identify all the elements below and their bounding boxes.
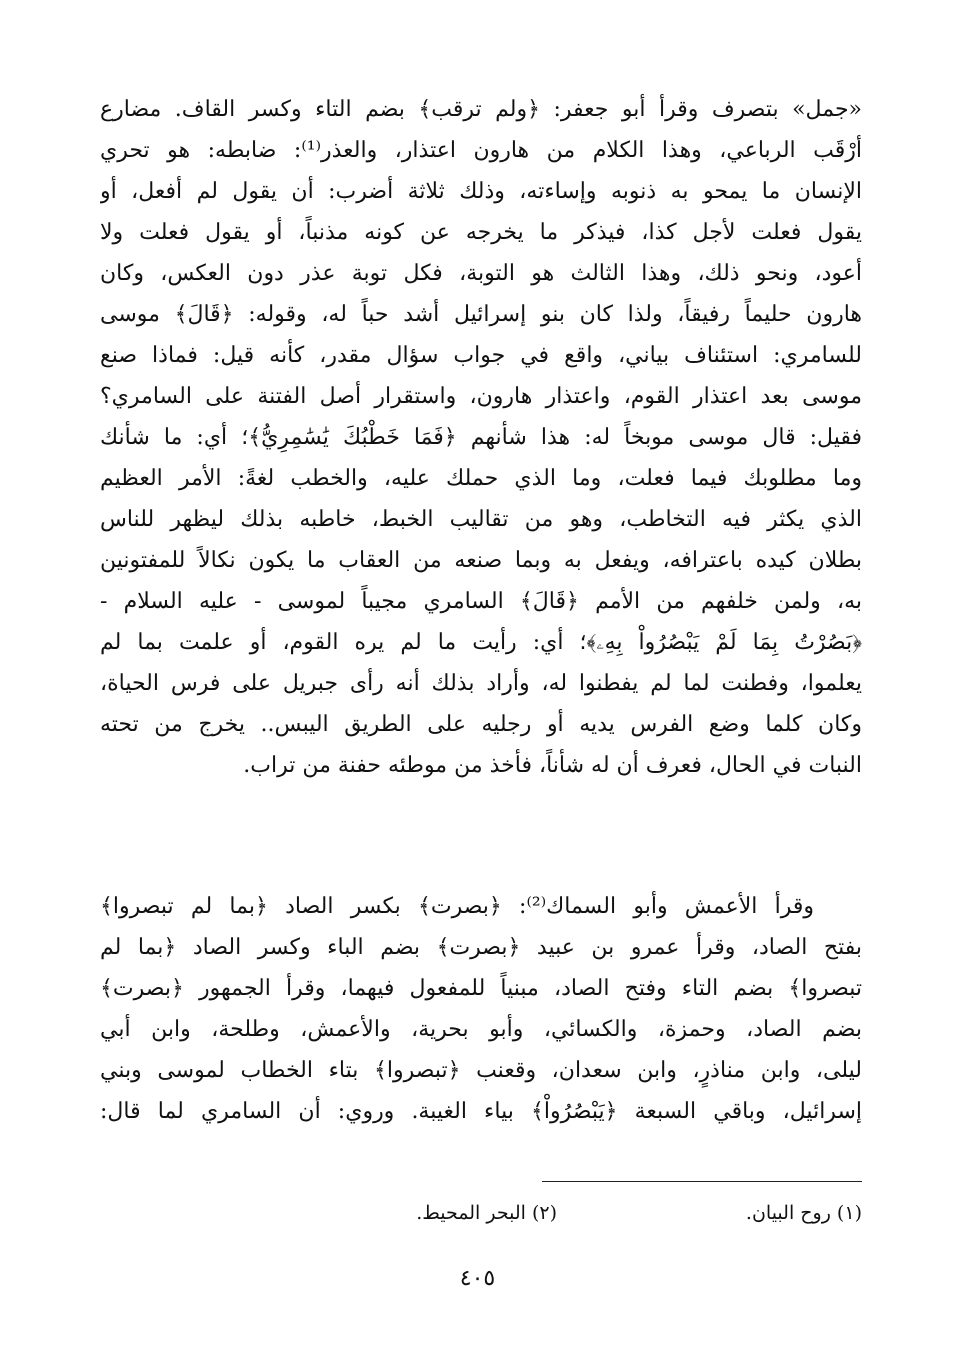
text-line: الإنسان ما يمحو به ذنوبه وإساءته، وذلك ثلاثة أضرب: أن يقول لم أفعل، أو [100,179,862,204]
text-line: فقيل: قال موسى موبخاً له: هذا شأنهم ﴿فَمَا خَطْبُكَ يَٰسَٰمِرِيُّ﴾؛ أي: ما شأنك [100,425,862,450]
text-line: وما مطلوبك فيما فعلت، وما الذي حملك عليه، والخطب لغةً: الأمر العظيم [100,466,862,491]
text-line: أعود، ونحو ذلك، وهذا الثالث هو التوبة، فكل توبة عذر دون العكس، وكان [100,261,862,286]
text-line: يقول فعلت لأجل كذا، فيذكر ما يخرجه عن كونه مذنباً، أو يقول فعلت ولا [100,220,862,245]
main-paragraph-1 [100,89,862,786]
text-line: بضم الصاد، وحمزة، والكسائي، وأبو بحرية، والأعمش، وطلحة، وابن أبي [100,1017,862,1042]
page-number: ٤٠٥ [459,1266,496,1291]
footnote-2: (٢) البحر المحيط. [416,1202,557,1224]
footnote-1: (١) روح البيان. [745,1202,862,1224]
text-line: وكان كلما وضع الفرس يديه أو رجليه على الطريق اليبس.. يخرج من تحته [100,712,862,737]
text-line: للسامري: استئناف بياني، واقع في جواب سؤال مقدر، كأنه قيل: فماذا صنع [100,343,862,368]
text-line: موسى بعد اعتذار القوم، واعتذار هارون، واستقرار أصل الفتنة على السامري؟ [100,384,862,409]
text-line: وقرأ الأعمش وأبو السماك⁽²⁾: ﴿بصرت﴾ بكسر الصاد ﴿بما لم تبصروا﴾ [100,894,814,919]
footnotes [100,1195,862,1231]
text-line: «جمل» بتصرف وقرأ أبو جعفر: ﴿ولم ترقب﴾ بضم التاء وكسر القاف. مضارع [100,97,862,122]
text-line: به، ولمن خلفهم من الأمم ﴿قَالَ﴾ السامري مجيباً لموسى - عليه السلام - [100,589,862,614]
text-line: أرْقَب الرباعي، وهذا الكلام من هارون اعتذار، والعذر⁽¹⁾: ضابطه: هو تحري [100,138,862,163]
text-line: يعلموا، وفطنت لما لم يفطنوا له، وأراد بذلك أنه رأى جبريل على فرس الحياة، [100,671,862,696]
text-line: الذي يكثر فيه التخاطب، وهو من تقاليب الخبط، خاطبه بذلك ليظهر للناس [100,507,862,532]
text-line: بفتح الصاد، وقرأ عمرو بن عبيد ﴿بصرت﴾ بضم الباء وكسر الصاد ﴿بما لم [100,935,862,960]
text-line: النبات في الحال، فعرف أن له شأناً، فأخذ من موطئه حفنة من تراب. [243,753,862,778]
footnote-separator [542,1181,862,1182]
text-line: إسرائيل، وباقي السبعة ﴿يَبْصُرُواْ﴾ بياء الغيبة. وروي: أن السامري لما قال: [100,1099,862,1124]
text-line: ﴿بَصُرْتُ بِمَا لَمْ يَبْصُرُواْ بِهِۦ﴾؛ أي: رأيت ما لم يره القوم، أو علمت بما لم [100,630,862,655]
text-line: تبصروا﴾ بضم التاء وفتح الصاد، مبنياً للمفعول فيهما، وقرأ الجمهور ﴿بصرت﴾ [100,976,862,1001]
main-paragraph-2 [100,886,862,1132]
text-line: هارون حليماً رفيقاً، ولذا كان بنو إسرائيل أشد حباً له، وقوله: ﴿قَالَ﴾ موسى [100,302,862,327]
text-line: ليلى، وابن مناذرٍ، وابن سعدان، وقعنب ﴿تبصروا﴾ بتاء الخطاب لموسى وبني [100,1058,862,1083]
text-line: بطلان كيده باعترافه، ويفعل به وبما صنعه من العقاب ما يكون نكالاً للمفتونين [100,548,862,573]
